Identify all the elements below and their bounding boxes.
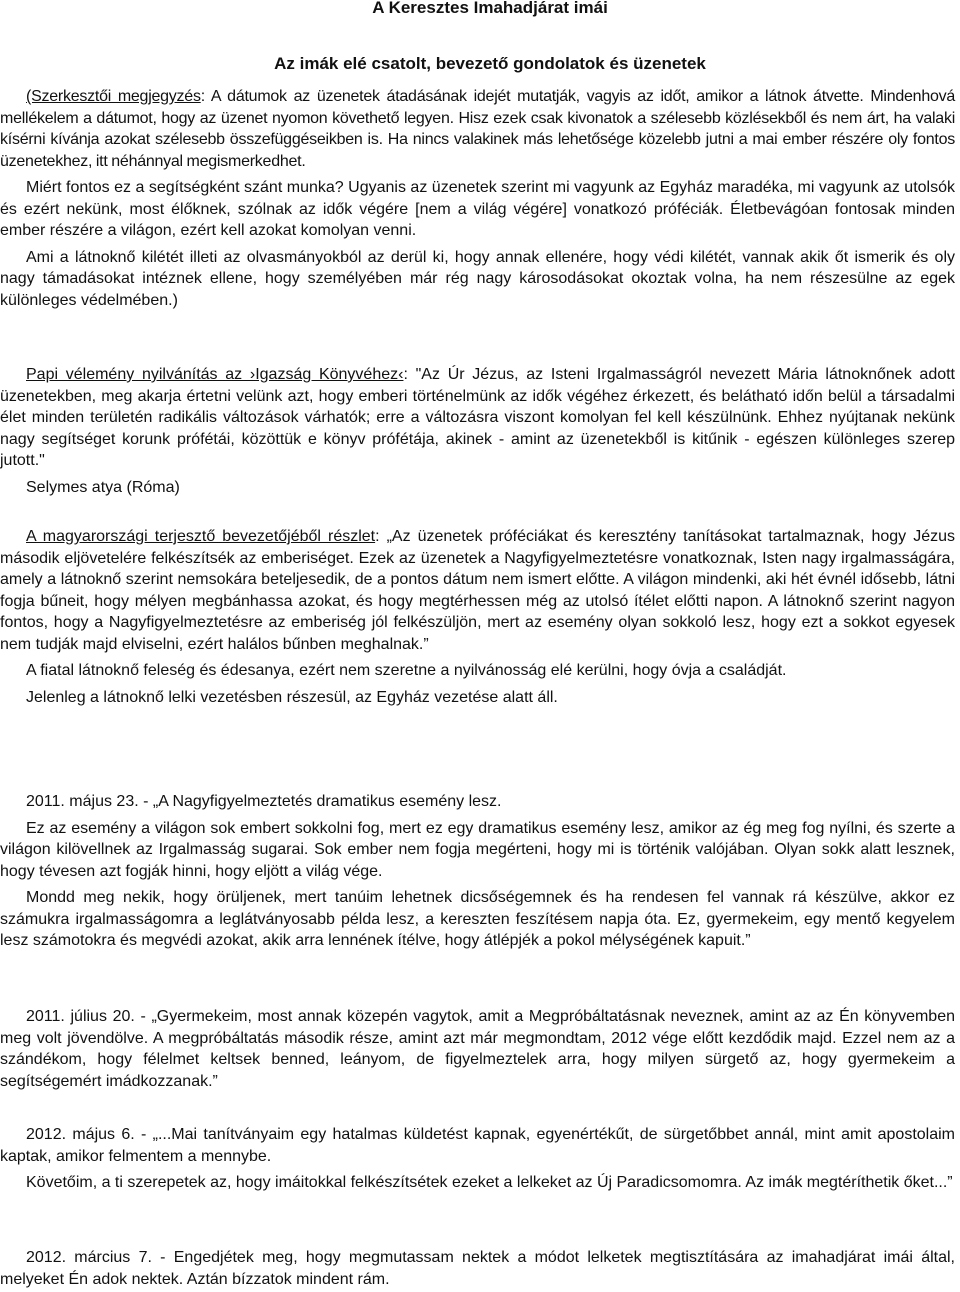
page-title: A Keresztes Imahadjárat imái [372,0,608,17]
message-heading: 2011. július 20. - „Gyermekeim, most annak közepén vagytok, amit a Megpróbáltatásnak neveznek, amint az az Én könyvemben meg volt jövendölve. A megpróbáltatás második része, amint azt már megmondtam, 2012 vége előtt kezdődik majd. Ezzel nem az a szándékom, hogy félelmet keltsek benned, leányom, de figyelmeztelek arra, hogy milyen sürgető az, hogy gyermekeim a segítségemért imádkozzanak.” [0,1008,955,1090]
message-2011-07-20 [0,1006,955,1092]
distributor-intro [0,526,955,708]
priest-opinion-label: Papi vélemény nyilvánítás az ›Igazság Könyvéhez‹ [26,366,404,383]
message-heading: 2012. március 7. - Engedjétek meg, hogy megmutassam nektek a módot lelketek megtisztítására az imahadjárat imái által, melyeket Én adok nektek. Aztán bízzatok mindent rám. [0,1249,955,1288]
priest-opinion-paragraph: Papi vélemény nyilvánítás az ›Igazság Könyvéhez‹: "Az Úr Jézus, az Isteni Irgalmasságról nevezett Mária látnoknőnek adott üzenetekben, meg akarja értetni velünk azt, hogy emberi történelmünk az idők végéhez érkezett, és belátható időn belül a társadalmi élet minden területén radikális változások várhatók; erre a változásra viszont komolyan fel kell készülnünk. Ehhez nyújtanak nekünk nagy segítséget korunk prófétái, közöttük e könyv prófétája, akinek - amint az üzenetekből is kitűnik - egészen különleges szerep jutott." [0,366,956,469]
editor-note-paragraph: (Szerkesztői megjegyzés: A dátumok az üzenetek átadásának idejét mutatják, vagyis az időt, amikor a látnok átvette. Mindenhová mellékelem a dátumot, hogy az üzenet nyomon követhető legyen. Hisz ezek csak kivonatok a szélesebb közlésekből és nem árt, ha valaki kísérni kívánja azokat szélesebb összefüggéseikben is. Ha nincs valakinek más lehetősége közelebb jutni a mai ember részére oly fontos üzenetekhez, itt néhánnyal megismerkedhet. [0,88,956,170]
message-paragraph: Mondd meg nekik, hogy örüljenek, mert tanúim lehetnek dicsőségemnek és ha rendesen fel vannak rá készülve, akkor ez számukra irgalmasságomra a leglátványosabb példa lesz, a kereszten feszítésem napja óta. Ez, gyermekeim, egy mentő kegyelem lesz számotokra és megvédi azokat, akik arra lennének ítélve, hogy átlépjék a pokol mélységének kapuit.” [0,889,955,949]
editor-note-paragraph-2: Miért fontos ez a segítségként szánt munka? Ugyanis az üzenetek szerint mi vagyunk az Egyház maradéka, mi vagyunk az utolsók és ezért nekünk, most élőknek, szólnak az idők végére [nem a világ végére] vonatkozó próféciák. Életbevágóan fontosak minden ember részére a világon, ezért kell azokat komolyan venni. [0,179,955,239]
message-heading: 2011. május 23. - „A Nagyfigyelmeztetés dramatikus esemény lesz. [26,793,502,810]
message-paragraph: Ez az esemény a világon sok embert sokkolni fog, mert ez egy dramatikus esemény lesz, amikor az ég meg fog nyílni, és szerte a világon kilövellnek az Irgalmasság sugarai. Sok ember nem fogja megérteni, hogy mi is történik valójában. Olyan sokk alatt lesznek, hogy tévesen azt fogják hinni, hogy eljött a világ vége. [0,819,955,880]
message-paragraph: Követőim, a ti szerepetek az, hogy imáitokkal felkészítsétek ezeket a lelkeket az Új Paradicsomomra. Az imák megtéríthetik őket...” [26,1174,953,1191]
distributor-intro-paragraph: A magyarországi terjesztő bevezetőjéből részlet: „Az üzenetek próféciákat és keresztény tanításokat tartalmaznak, hogy Jézus második eljövetelére felkészítsék az emberiséget. Ezek az üzenetek a Nagyfigyelmeztetésre vonatkoznak, Isten nagy irgalmasságára, amely a látnoknő szerint nemsokára beteljesedik, de a pontos dátum nem ismert előtte. A világon mindenki, aki hét évnél idősebb, látni fogja bűneit, hogy mélyen megbánhassa azokat, és hogy megtérhessen még az utolsó ítélet előtti napon. A látnoknő szerint nagyon fontos, hogy a Nagyfigyelmeztetésre az emberiség jól felkészüljön, mert az esemény olyan sokkoló lesz, hogy ezt a sokkot egyesek nem tudják majd elviselni, ezért halálos bűnben meghalnak.” [0,528,955,653]
distributor-intro-paragraph-3: Jelenleg a látnoknő lelki vezetésben részesül, az Egyház vezetése alatt áll. [26,688,558,706]
editor-note-paragraph-3: Ami a látnoknő kilétét illeti az olvasmányokból az derül ki, hogy annak ellenére, hogy védi kilétét, vannak akik őt ismerik és oly nagy támadásokat intéznek ellene, hogy személyében már rég nagy károsodásokat okoztak volna, ha nem részesülne az egek különleges védelmében.) [0,248,955,309]
message-2012-03-07 [0,1247,955,1290]
priest-signature: Selymes atya (Róma) [26,478,180,496]
page-subtitle: Az imák elé csatolt, bevezető gondolatok és üzenetek [274,54,706,73]
message-2012-05-06 [0,1124,955,1194]
distributor-intro-paragraph-2: A fiatal látnoknő feleség és édesanya, ezért nem szeretne a nyilvánosság elé kerülni, hogy óvja a családját. [26,662,787,679]
priest-opinion [0,364,955,498]
message-heading: 2012. május 6. - „...Mai tanítványaim egy hatalmas küldetést kapnak, egyenértékűt, de sürgetőbbet annál, mint amit apostolaim kaptak, amikor felmentem a mennybe. [0,1126,955,1165]
editor-note [0,86,955,311]
message-2011-05-23 [0,791,955,952]
distributor-intro-label: A magyarországi terjesztő bevezetőjéből részlet [26,528,376,545]
editor-note-label: (Szerkesztői megjegyzés [26,88,201,105]
